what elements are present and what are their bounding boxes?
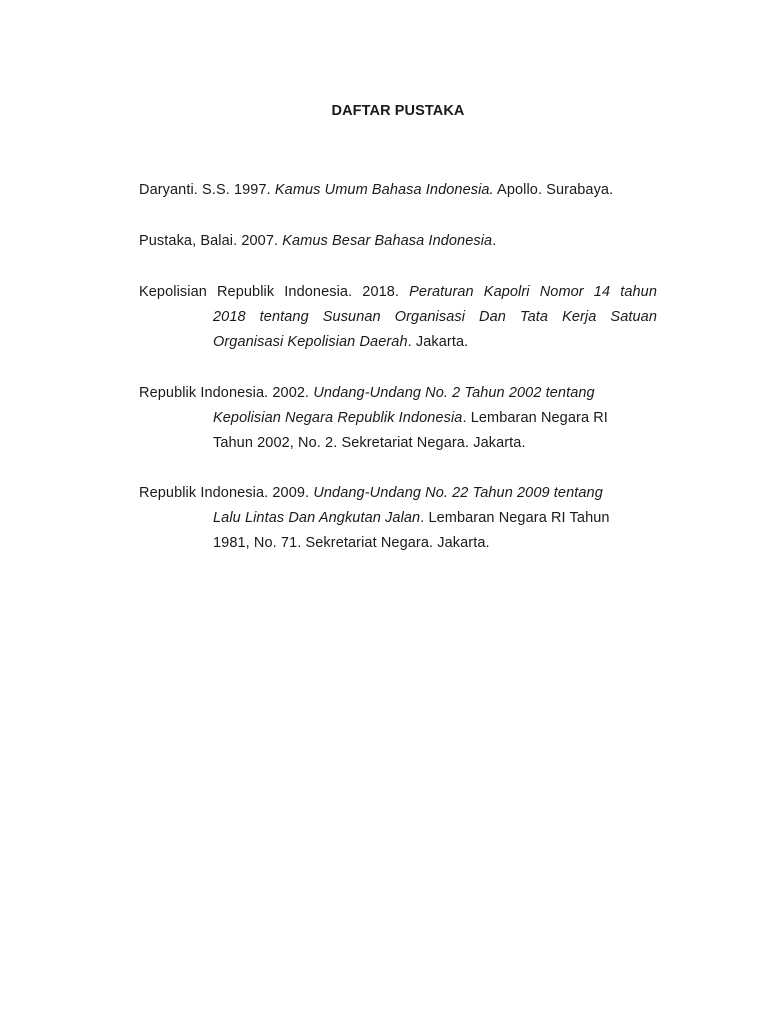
reference-entry [139,280,657,355]
reference-entry [139,178,657,203]
reference-line: Republik Indonesia. 2002. Undang-Undang No. 2 Tahun 2002 tentang [139,385,595,401]
reference-line: Kepolisian Republik Indonesia. 2018. Peraturan Kapolri Nomor 14 tahun [139,284,657,300]
reference-line: Organisasi Kepolisian Daerah. Jakarta. [213,334,469,350]
reference-line: 2018 tentang Susunan Organisasi Dan Tata Kerja Satuan [213,309,657,325]
reference-line: Republik Indonesia. 2009. Undang-Undang No. 22 Tahun 2009 tentang [139,485,603,501]
reference-entry [139,229,657,254]
reference-line: Pustaka, Balai. 2007. Kamus Besar Bahasa Indonesia. [139,233,497,249]
reference-line: 1981, No. 71. Sekretariat Negara. Jakarta. [213,535,490,551]
reference-line: Tahun 2002, No. 2. Sekretariat Negara. Jakarta. [213,435,526,451]
reference-line: Kepolisian Negara Republik Indonesia. Lembaran Negara RI [213,410,608,426]
reference-line: Lalu Lintas Dan Angkutan Jalan. Lembaran Negara RI Tahun [213,510,610,526]
reference-entry [139,481,657,556]
page-title: DAFTAR PUSTAKA [331,103,465,119]
reference-entry [139,381,657,456]
reference-line: Daryanti. S.S. 1997. Kamus Umum Bahasa Indonesia. Apollo. Surabaya. [139,182,614,198]
